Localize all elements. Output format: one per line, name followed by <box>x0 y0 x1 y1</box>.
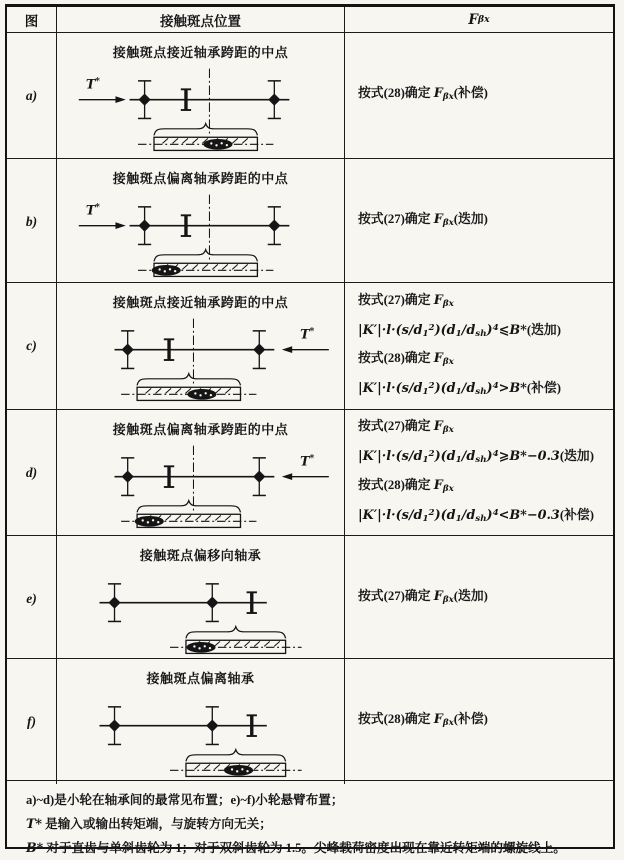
table-row-d <box>7 410 613 536</box>
bearing-icon <box>267 81 280 119</box>
criteria-line: $|K'|\cdot l\cdot(s/d_1^2)(d_1/d_{sh})^4>B*$(补偿) <box>358 381 561 398</box>
criteria-line: 按式(28)确定 $F_{\beta x}$ <box>358 477 454 494</box>
criteria-line: $|K'|\cdot l\cdot(s/d_1^2)(d_1/d_{sh})^4⩾B*-0.3$(迭加) <box>358 449 594 466</box>
shaft-arrangement-diagram-d <box>60 439 342 535</box>
position-cell-d <box>57 410 345 535</box>
bearing-icon <box>267 207 280 245</box>
criteria-line: 按式(28)确定 $F_{\beta x}$ <box>358 351 454 368</box>
header-figure: 图 <box>7 7 57 32</box>
bearing-icon <box>107 584 120 622</box>
bearing-icon <box>138 81 151 119</box>
position-cell-f <box>57 659 345 784</box>
contact-spot <box>135 517 163 527</box>
table-row-c <box>7 283 613 410</box>
torque-arrow <box>281 453 328 480</box>
caption-c: 接触斑点接近轴承跨距的中点 <box>112 295 289 310</box>
contact-spot <box>187 390 215 400</box>
criteria-line: $|K'|\cdot l\cdot(s/d_1^2)(d_1/d_{sh})^4⩽B*$(迭加) <box>358 322 561 339</box>
criteria-line: $|K'|\cdot l\cdot(s/d_1^2)(d_1/d_{sh})^4<B*-0.3$(补偿) <box>358 507 594 524</box>
criteria-cell-e <box>345 536 613 661</box>
footnote-line: T* 是输入或输出转矩端，与旋转方向无关； <box>26 816 272 831</box>
svg-text:T*: T* <box>85 202 100 218</box>
header-contact-position: 接触斑点位置 <box>57 7 345 32</box>
contact-strip <box>169 640 301 653</box>
shaft-arrangement-diagram-a <box>60 62 342 158</box>
svg-text:T*: T* <box>299 326 314 342</box>
bearing-icon <box>138 207 151 245</box>
brace-icon <box>154 124 257 136</box>
bearing-icon <box>121 458 134 496</box>
contact-strip <box>121 387 256 400</box>
contact-spot <box>224 766 252 776</box>
criteria-line: 按式(27)确定 $F_{\beta x}$(迭加) <box>358 589 488 606</box>
contact-spot <box>186 643 214 653</box>
bearing-icon <box>121 331 134 369</box>
torque-arrow <box>78 202 125 229</box>
criteria-cell-f <box>345 659 613 784</box>
criteria-line: 按式(27)确定 $F_{\beta x}$(迭加) <box>358 212 488 229</box>
caption-d: 接触斑点偏离轴承跨距的中点 <box>112 422 289 437</box>
caption-b: 接触斑点偏离轴承跨距的中点 <box>112 171 289 186</box>
standard-table <box>5 4 615 855</box>
position-cell-e <box>57 536 345 661</box>
figure-label-f: f) <box>7 659 57 784</box>
torque-arrow <box>78 76 125 103</box>
table-header-row <box>7 7 613 33</box>
criteria-cell-d <box>345 410 613 535</box>
bearing-icon <box>205 584 218 622</box>
table-row-f <box>7 659 613 781</box>
caption-a: 接触斑点接近轴承跨距的中点 <box>112 45 289 60</box>
header-fbx: F βx <box>468 11 490 28</box>
criteria-line: 按式(27)确定 $F_{\beta x}$ <box>358 292 454 309</box>
contact-strip <box>138 137 273 150</box>
brace-icon <box>137 374 240 386</box>
table-row-e <box>7 536 613 659</box>
footnote-line: B* 对于直齿与单斜齿轮为 1；对于双斜齿轮为 1.5。尖峰载荷密度出现在靠近转矩端的螺旋线上。 <box>26 840 566 855</box>
brace-icon <box>185 627 285 639</box>
shaft-arrangement-diagram-c <box>60 312 342 408</box>
criteria-cell-a <box>345 33 613 158</box>
bearing-icon <box>252 458 265 496</box>
criteria-line: 按式(27)确定 $F_{\beta x}$ <box>358 419 454 436</box>
position-cell-c <box>57 283 345 409</box>
criteria-line: 按式(28)确定 $F_{\beta x}$(补偿) <box>358 712 488 729</box>
brace-icon <box>185 750 285 762</box>
shaft-arrangement-diagram-e <box>60 565 342 661</box>
criteria-line: 按式(28)确定 $F_{\beta x}$(补偿) <box>358 86 488 103</box>
svg-text:T*: T* <box>85 76 100 92</box>
criteria-cell-b <box>345 159 613 284</box>
svg-text:T*: T* <box>299 453 314 469</box>
figure-label-b: b) <box>7 159 57 284</box>
caption-e: 接触斑点偏移向轴承 <box>139 548 262 563</box>
figure-label-c: c) <box>7 283 57 409</box>
bearing-icon <box>252 331 265 369</box>
bearing-icon <box>205 707 218 745</box>
brace-icon <box>137 501 240 513</box>
contact-strip <box>169 763 301 776</box>
table-row-a <box>7 33 613 159</box>
position-cell-b <box>57 159 345 284</box>
contact-spot <box>203 140 231 150</box>
contact-strip <box>138 263 273 276</box>
position-cell-a <box>57 33 345 158</box>
shaft-arrangement-diagram-b <box>60 188 342 284</box>
contact-spot <box>152 266 180 276</box>
figure-label-d: d) <box>7 410 57 535</box>
table-row-b <box>7 159 613 283</box>
footnote-line: a)~d)是小轮在轴承间的最常见布置；e)~f)小轮悬臂布置； <box>26 793 344 807</box>
figure-label-e: e) <box>7 536 57 661</box>
figure-label-a: a) <box>7 33 57 158</box>
bearing-icon <box>107 707 120 745</box>
contact-strip <box>121 514 256 527</box>
table-footnotes <box>7 781 613 860</box>
torque-arrow <box>281 326 328 353</box>
criteria-cell-c <box>345 283 613 409</box>
shaft-arrangement-diagram-f <box>60 688 342 784</box>
caption-f: 接触斑点偏离轴承 <box>146 671 255 686</box>
brace-icon <box>154 250 257 262</box>
